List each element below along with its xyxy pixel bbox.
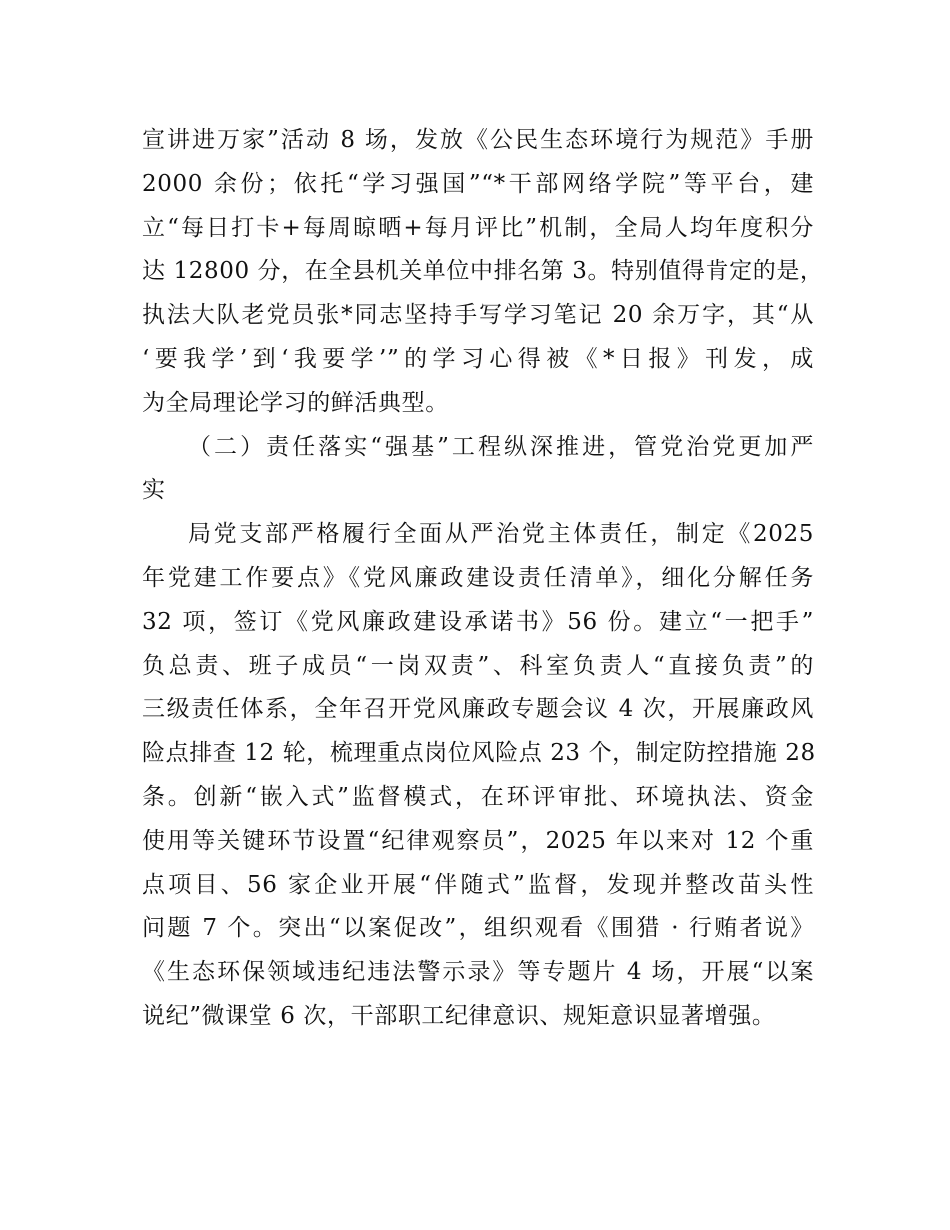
body-line: 为全局理论学习的鲜活典型。 [142, 389, 449, 416]
body-line: 问题 7 个。突出“以案促改”，组织观看《围猎 · 行贿者说》 [142, 915, 814, 942]
section-heading-responsibility [142, 426, 814, 514]
body-line: 险点排查 12 轮，梳理重点岗位风险点 23 个，制定防控措施 28 [142, 740, 816, 767]
body-line: 执法大队老党员张*同志坚持手写学习笔记 20 余万字，其“从 [142, 302, 814, 329]
body-line: 点项目、56 家企业开展“伴随式”监督，发现并整改苗头性 [142, 871, 814, 898]
document-body [142, 119, 824, 1039]
body-line: 局党支部严格履行全面从严治党主体责任，制定《2025 [188, 521, 814, 548]
paragraph-theory-study-continued [142, 119, 824, 426]
body-line: 负总责、班子成员“一岗双责”、科室负责人“直接负责”的 [142, 652, 814, 679]
heading-line: （二）责任落实“强基”工程纵深推进，管党治党更加严 [188, 433, 814, 460]
body-line: 立“每日打卡+每周晾晒+每月评比”机制，全局人均年度积分 [142, 214, 814, 241]
body-line: 宣讲进万家”活动 8 场，发放《公民生态环境行为规范》手册 [142, 127, 814, 153]
body-line: 使用等关键环节设置“纪律观察员”，2025 年以来对 12 个重 [142, 827, 814, 854]
paragraph-responsibility [142, 513, 814, 1039]
body-line: 《生态环保领域违纪违法警示录》等专题片 4 场，开展“以案 [142, 959, 814, 986]
heading-line: 实 [142, 477, 166, 504]
body-line: 32 项，签订《党风廉政建设承诺书》56 份。建立“一把手” [142, 608, 814, 635]
body-line: 条。创新“嵌入式”监督模式，在环评审批、环境执法、资金 [142, 783, 814, 810]
body-line: 年党建工作要点》《党风廉政建设责任清单》，细化分解任务 [142, 564, 814, 591]
body-line: 说纪”微课堂 6 次，干部职工纪律意识、规矩意识显著增强。 [142, 1002, 776, 1029]
body-line: ‘要我学’到‘我要学’”的学习心得被《*日报》刊发，成 [142, 345, 814, 372]
body-line: 2000 余份；依托“学习强国”“*干部网络学院”等平台，建 [142, 170, 814, 197]
body-line: 三级责任体系，全年召开党风廉政专题会议 4 次，开展廉政风 [142, 696, 814, 723]
body-line: 达 12800 分，在全县机关单位中排名第 3。特别值得肯定的是， [142, 258, 824, 285]
